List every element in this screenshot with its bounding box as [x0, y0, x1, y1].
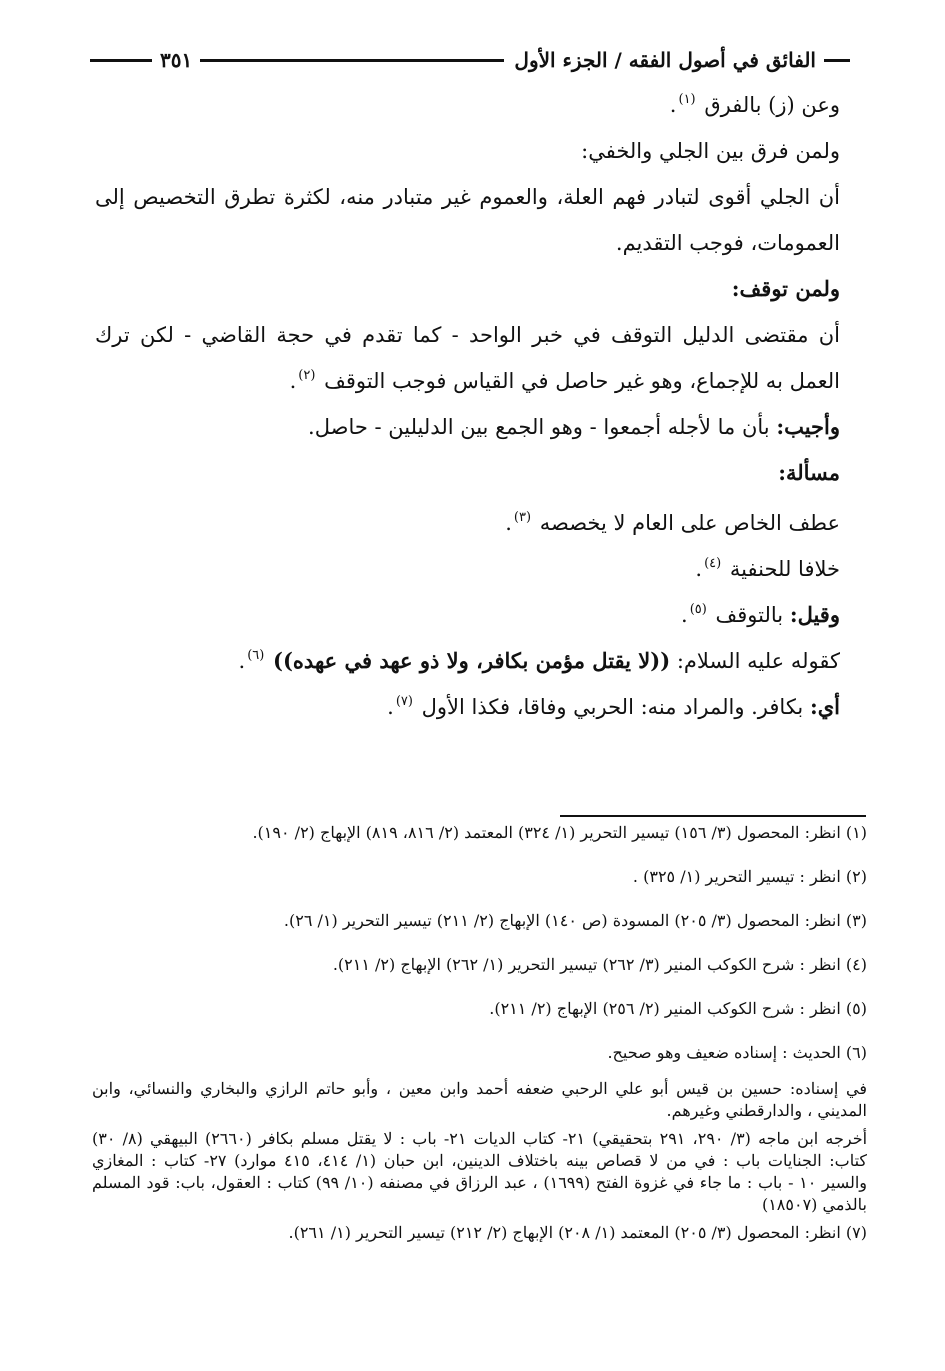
- section-heading: مسألة:: [778, 460, 840, 485]
- footnote-2: (٢) انظر : تيسير التحرير (١/ ٣٢٥) .: [632, 867, 867, 886]
- footnote-6: (٦) الحديث : إسناده ضعيف وهو صحيح.: [607, 1043, 867, 1062]
- footnote-6-takhrij: أخرجه ابن ماجه (٣/ ٢٩٠، ٢٩١ بتحقيقي) ٢١- كتاب الديات ٢١- باب : لا يقتل مسلم بكافر (٢٦٦٠) البيهقي (٨/ ٣٠) كتاب: الجنايات باب : في من لا قصاص بينه باختلاف الدينين، ابن حبان (١/ ٤١٤، ٤١٥ موارد) ٢٧- كتاب : المغازي والسير ١٠ - باب : ما جاء في غزوة الفتح (١٦٩٩) ، عبد الرزاق في مصنفه (١٠/ ٩٩) كتاب : العقول، باب: قود المسلم بالذمي (١٨٥٠٧): [92, 1129, 868, 1214]
- footnote-1: (١) انظر: المحصول (٣/ ١٥٦) تيسير التحرير (١/ ٣٢٤) المعتمد (٢/ ٨١٦، ٨١٩) الإبهاج (٢/ ١٩٠).: [252, 823, 867, 842]
- paragraph: ولمن فرق بين الجلي والخفي:: [581, 139, 840, 163]
- footnote-5: (٥) انظر : شرح الكوكب المنير (٢/ ٢٥٦) الإبهاج (٢/ ٢١١).: [489, 999, 867, 1018]
- header-rule-lead: [824, 59, 850, 62]
- paragraph: وعن (ز) بالفرق $^{(١)}$.: [669, 92, 840, 117]
- footnote-4: (٤) انظر : شرح الكوكب المنير (٣/ ٢٦٢) تيسير التحرير (١/ ٢٦٢) الإبهاج (٢/ ٢١١).: [332, 955, 867, 974]
- footnote-ref[interactable]: (٦): [247, 648, 265, 663]
- paragraph-heading: ولمن توقف:: [731, 276, 840, 301]
- footnote-ref[interactable]: (٤): [704, 556, 722, 571]
- footnote-6-isnad: في إسناده: حسين بن قيس أبو علي الرحبي ضعفه أحمد وابن معين ، وأبو حاتم الرازي والبخاري والنسائي، وابن المديني ، والدارقطني وغيرهم.: [92, 1079, 867, 1120]
- footnote-separator: [560, 815, 866, 817]
- paragraph: كقوله عليه السلام: ((لا يقتل مؤمن بكافر، ولا ذو عهد في عهده)) $^{(٦)}$.: [238, 648, 840, 673]
- footnote-7: (٧) انظر: المحصول (٣/ ٢٠٥) المعتمد (١/ ٢٠٨) الإبهاج (٢/ ٢١٢) تيسير التحرير (١/ ٢٦١).: [288, 1223, 867, 1242]
- running-title: الفائق في أصول الفقه / الجزء الأول: [514, 48, 816, 72]
- footnote-ref[interactable]: (٢): [298, 368, 316, 383]
- main-text: [95, 82, 840, 730]
- footnote-3: (٣) انظر: المحصول (٣/ ٢٠٥) المسودة (ص ١٤٠) الإبهاج (٢/ ٢١١) تيسير التحرير (١/ ٢٦).: [283, 911, 867, 930]
- paragraph: وقيل: بالتوقف $^{(٥)}$.: [681, 602, 840, 627]
- footnote-ref[interactable]: (٥): [689, 602, 707, 617]
- footnotes: [92, 822, 867, 1266]
- running-header: [90, 40, 850, 80]
- footnote-ref[interactable]: (٣): [513, 510, 532, 525]
- paragraph: عطف الخاص على العام لا يخصصه $^{(٣)}$.: [505, 510, 840, 535]
- paragraph: أن الجلي أقوى لتبادر فهم العلة، والعموم غير متبادر منه، لكثرة تطرق التخصيص إلى العمومات، فوجب التقديم.: [95, 185, 840, 255]
- hadith-quote: ((لا يقتل مؤمن بكافر، ولا ذو عهد في عهده)): [273, 648, 671, 673]
- paragraph: وأجيب: بأن ما لأجله أجمعوا - وهو الجمع بين الدليلين - حاصل.: [308, 414, 840, 439]
- footnote-ref[interactable]: (٧): [395, 694, 413, 709]
- paragraph: أي: بكافر. والمراد منه: الحربي وفاقا، فكذا الأول $^{(٧)}$.: [387, 694, 840, 719]
- header-rule: [200, 59, 504, 62]
- page-number: ٣٥١: [160, 48, 193, 72]
- paragraph: خلافا للحنفية $^{(٤)}$.: [695, 556, 840, 581]
- paragraph: أن مقتضى الدليل التوقف في خبر الواحد - كما تقدم في حجة القاضي - لكن ترك العمل به للإجماع، وهو غير حاصل في القياس فوجب التوقف $^{(٢)}$.: [95, 323, 840, 393]
- header-rule-tail: [90, 59, 152, 62]
- footnote-ref[interactable]: (١): [678, 92, 696, 107]
